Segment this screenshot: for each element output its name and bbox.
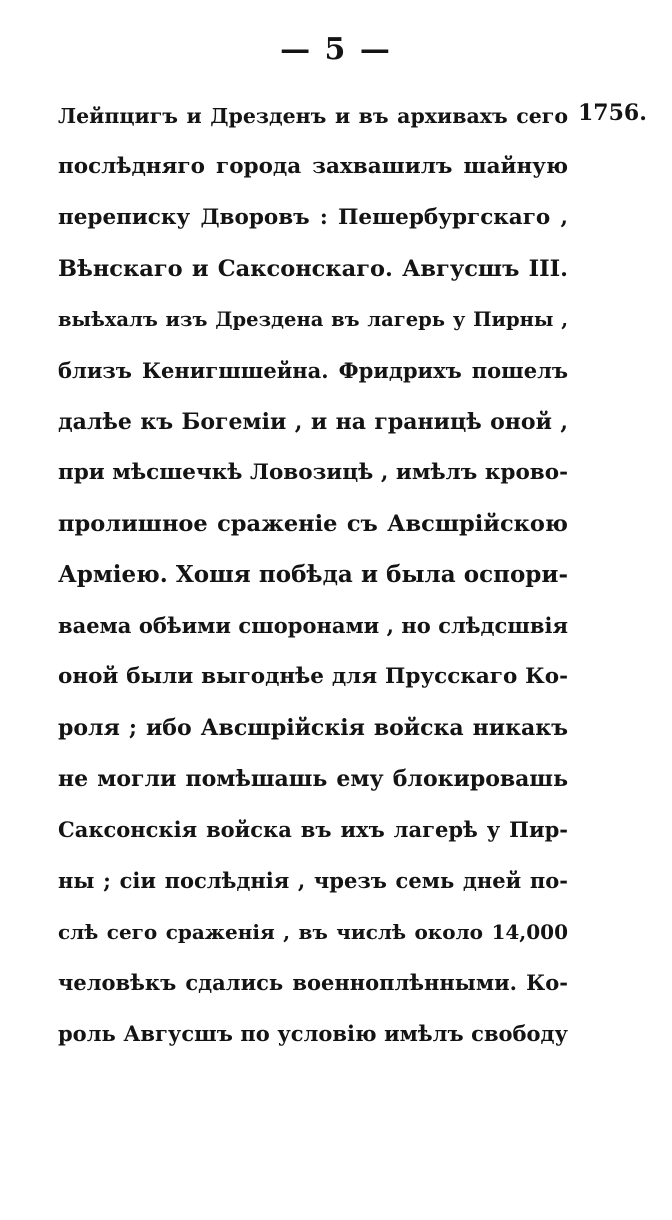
- text-line: близъ Кенигшшейна. Фридрихъ пошелъ: [58, 358, 568, 383]
- text-line: далѣе къ Богеміи , и на границѣ оной ,: [58, 409, 568, 435]
- margin-year-note: 1756.: [578, 100, 647, 126]
- text-line: не могли помѣшашь ему блокировашь: [58, 766, 568, 792]
- text-line: при мѣсшечкѣ Ловозицѣ , имѣлъ крово-: [58, 460, 568, 485]
- text-line: оной были выгоднѣе для Прусскаго Ко-: [58, 664, 568, 689]
- text-line: Вѣнскаго и Саксонскаго. Авгусшъ III.: [58, 256, 568, 282]
- text-line: Арміею. Хошя побѣда и была оспори-: [58, 561, 568, 588]
- text-line: роль Авгусшъ по условію имѣлъ свободу: [58, 1021, 568, 1046]
- text-line: ваема обѣими сшоронами , но слѣдсшвія: [58, 613, 568, 638]
- text-line: переписку Дворовъ : Пешербургскаго ,: [58, 205, 568, 230]
- body-text: [58, 100, 568, 1069]
- text-line: Лейпцигъ и Дрезденъ и въ архивахъ сего: [58, 104, 568, 128]
- text-line: человѣкъ сдались военноплѣнными. Ко-: [58, 970, 568, 995]
- text-line: пролишное сраженіе съ Авсшрійскою: [58, 511, 568, 537]
- text-line: послѣдняго города захвашилъ шайную: [58, 154, 568, 179]
- page-number: — 5 —: [280, 32, 392, 67]
- text-line: Саксонскія войска въ ихъ лагерѣ у Пир-: [58, 817, 568, 842]
- text-line: выѣхалъ изъ Дрездена въ лагерь у Пирны ,: [58, 308, 568, 331]
- text-line: слѣ сего сраженія , въ числѣ около 14,000: [58, 920, 568, 944]
- text-line: роля ; ибо Авсшрійскія войска никакъ: [58, 715, 568, 741]
- text-line: ны ; сіи послѣднія , чрезъ семь дней по-: [58, 868, 568, 893]
